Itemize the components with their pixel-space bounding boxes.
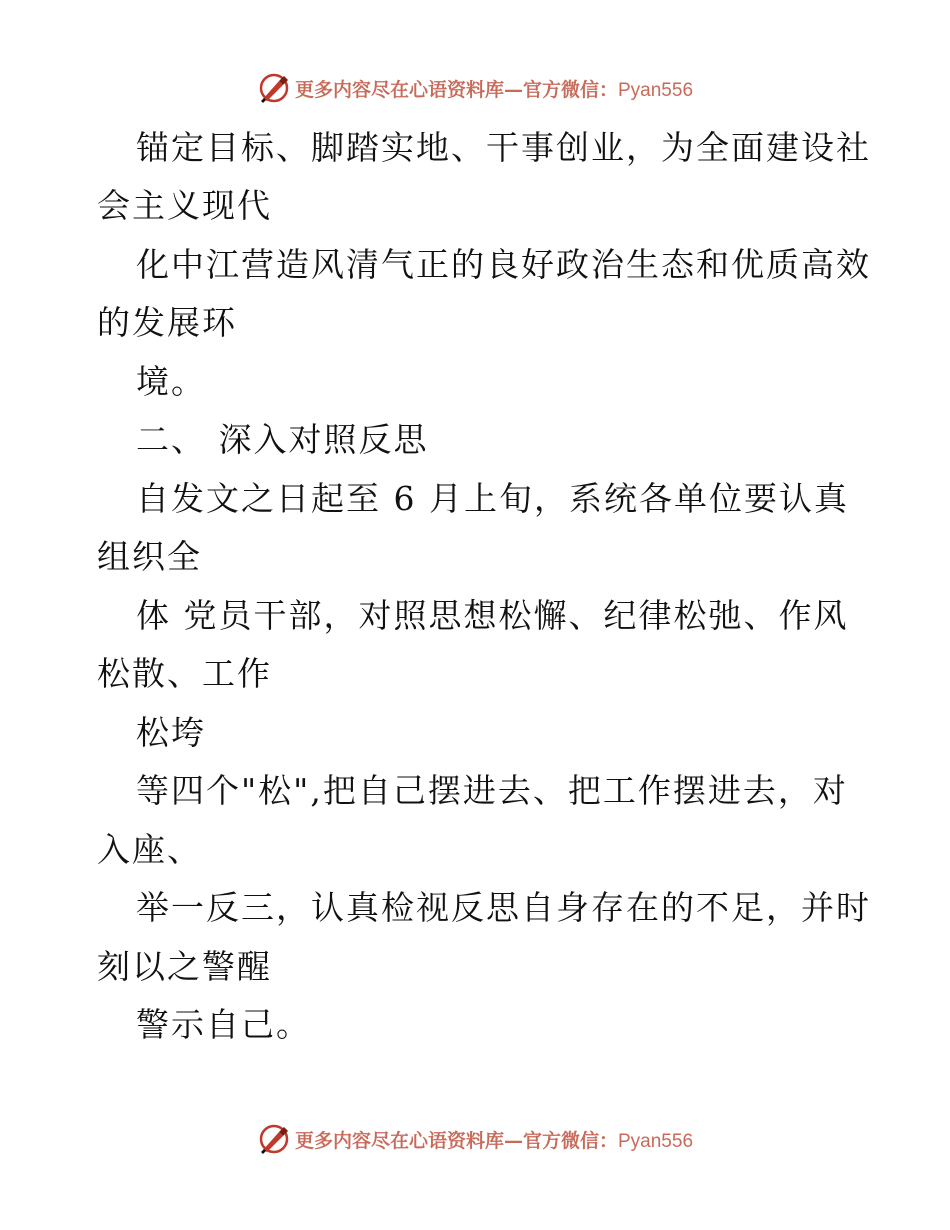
text-line: 举一反三，认真检视反思自身存在的不足，并时 — [136, 888, 871, 927]
pen-logo-icon — [257, 1122, 291, 1156]
text-line: 组织全 — [97, 537, 202, 576]
text-line: 锚定目标、脚踏实地、干事创业，为全面建设社 — [136, 128, 871, 167]
text-line: 松散、工作 — [97, 654, 272, 693]
text-line: 入座、 — [97, 830, 202, 869]
watermark-text: 更多内容尽在心语资料库—官方微信：Pyan556 — [294, 78, 694, 101]
header-watermark — [0, 68, 950, 108]
text-line: 体 党员干部，对照思想松懈、纪律松弛、作风 — [136, 596, 849, 635]
text-line: 等四个"松",把自己摆进去、把工作摆进去，对 — [136, 771, 848, 810]
text-line: 化中江营造风清气正的良好政治生态和优质高效 — [136, 245, 871, 284]
section-heading: 二、 深入对照反思 — [136, 420, 429, 459]
text-line: 的发展环 — [97, 303, 237, 342]
footer-watermark — [0, 1119, 950, 1159]
text-line: 刻以之警醒 — [97, 947, 272, 986]
text-line: 会主义现代 — [97, 186, 272, 225]
pen-logo-icon — [257, 71, 291, 105]
text-line: 警示自己。 — [136, 1005, 311, 1044]
text-line: 境。 — [136, 362, 206, 401]
text-line: 松垮 — [136, 713, 206, 752]
text-line: 自发文之日起至 6 月上旬，系统各单位要认真 — [136, 479, 849, 518]
watermark-text: 更多内容尽在心语资料库—官方微信：Pyan556 — [294, 1129, 694, 1152]
